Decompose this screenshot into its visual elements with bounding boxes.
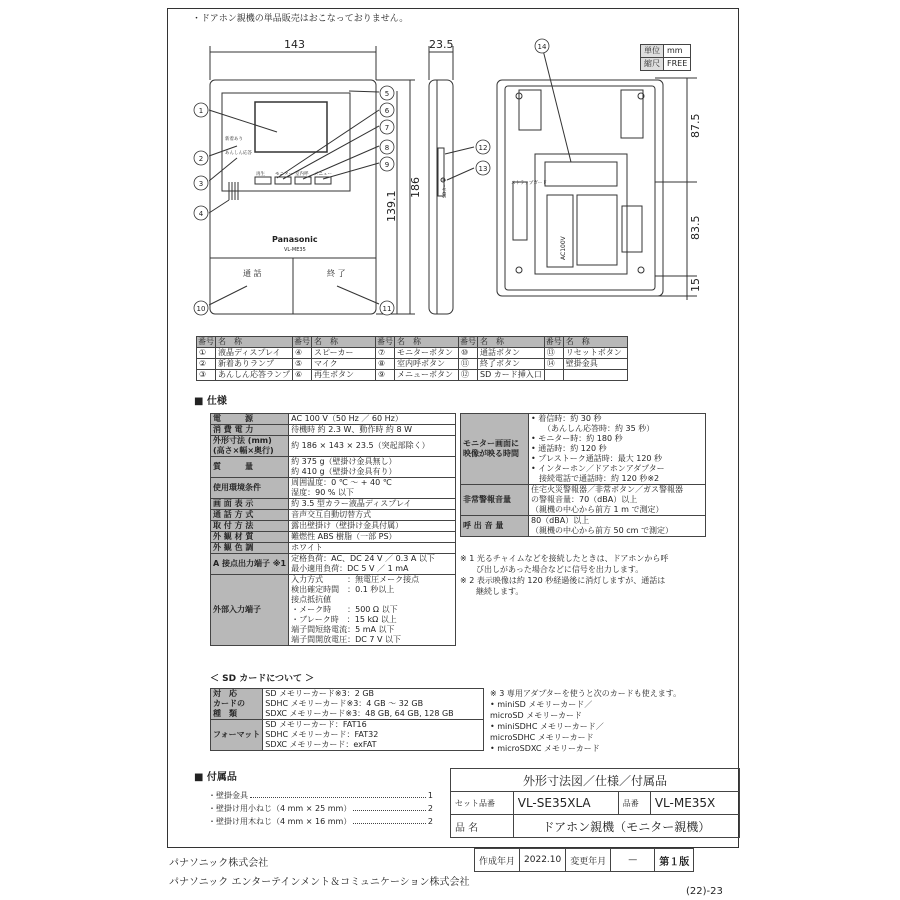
callout-8-num: 8 [384, 144, 390, 152]
spec-value: • 着信時：約 30 秒 （あんしん応答時：約 35 秒） • モニター時：約 180 秒 • 通話時：約 120 秒 • プレストーク通話時：最大 120 秒 • インターホン／ドアホンアダプター 接続電話で通話時：約 120 秒※2 [529, 414, 706, 485]
spec-row [211, 510, 456, 521]
dim-depth: 23.5 [429, 38, 454, 51]
part-no: ⑫ [459, 370, 478, 381]
accessory-qty: 1 [427, 791, 433, 800]
accessory-qty: 2 [427, 804, 433, 813]
header-no: 番号 [198, 337, 214, 346]
spec-key: 外 観 材 質 [211, 532, 289, 543]
dim-rear-bottom: 15 [689, 278, 702, 292]
company-name-sub: パナソニック エンターテインメント＆コミュニケーション株式会社 [169, 877, 470, 888]
sd-note-line: • miniSDHC メモリーカード／ [490, 722, 604, 731]
part-no: ⑭ [544, 359, 563, 370]
spec-note-line: ※ 1 光るチャイムなどを接続したときは、ドアホンから呼 [460, 554, 669, 563]
part-name: SD カード挿入口 [478, 370, 545, 381]
revision-block [474, 848, 694, 872]
created-label: 作成年月 [475, 849, 520, 872]
dim-height: 186 [409, 177, 422, 198]
end-button[interactable]: 終 了 [327, 269, 346, 278]
spec-row [211, 532, 456, 543]
part-no: ⑬ [544, 348, 563, 359]
part-no: ⑦ [376, 348, 395, 359]
spec-row [211, 414, 456, 425]
sd-notes [490, 688, 681, 754]
dim-width: 143 [284, 38, 305, 51]
spec-value: 80（dBA）以上 （親機の中心から前方 50 cm で測定） [529, 516, 706, 537]
part-no: ④ [293, 348, 312, 359]
spec-key: 通 話 方 式 [211, 510, 289, 521]
header-name: 名 称 [216, 337, 293, 348]
spec-value: SD メモリーカード：FAT16 SDHC メモリーカード：FAT32 SDXC メモリーカード：exFAT [263, 720, 484, 751]
header-no: 番号 [294, 337, 310, 346]
spec-key: 画 面 表 示 [211, 499, 289, 510]
part-name: 通話ボタン [478, 348, 545, 359]
leader-dots [353, 802, 426, 811]
accessory-name: ・壁掛金具 [208, 791, 248, 800]
spec-note-line: ※ 2 表示映像は約 120 秒経過後に消灯しますが、通話は [460, 576, 666, 585]
sd-note-line: ※ 3 専用アダプターを使うと次のカードも使えます。 [490, 689, 682, 698]
spec-row [211, 425, 456, 436]
talk-button[interactable]: 通 話 [243, 269, 262, 278]
spec-value: ホワイト [289, 543, 456, 554]
callout-13-num: 13 [478, 165, 488, 173]
accessory-item [208, 802, 433, 815]
spec-value: 入力方式 ：無電圧メーク接点 検出確定時間 ：0.1 秒以上 接点抵抗値 ・メーク時 ：500 Ω 以下 ・ブレーク時 ：15 kΩ 以上 端子間短絡電流：5 mA 以下 端子間開放電圧：DC 7 V 以下 [289, 575, 456, 646]
changed-label: 変更年月 [566, 849, 611, 872]
callout-3-num: 3 [198, 180, 204, 188]
changed-value: — [611, 849, 655, 872]
edition: 第１版 [655, 849, 694, 872]
spec-table-right [460, 413, 706, 537]
part-no: ⑪ [459, 359, 478, 370]
accessory-name: ・壁掛け用木ねじ（4 mm × 16 mm） [208, 817, 352, 826]
header-name: 名 称 [478, 337, 545, 348]
part-number-value: VL-ME35X [650, 792, 739, 815]
accessory-item [208, 815, 433, 828]
spec-value: 約 375 g（壁掛け金具無し） 約 410 g（壁掛け金具有り） [289, 457, 456, 478]
spec-value: 約 3.5 型カラー液晶ディスプレイ [289, 499, 456, 510]
spec-key: フォーマット [211, 720, 263, 751]
spec-value: AC 100 V（50 Hz ／ 60 Hz） [289, 414, 456, 425]
part-no: ⑩ [459, 348, 478, 359]
spec-row [211, 499, 456, 510]
set-number-value: VL-SE35XLA [513, 792, 618, 815]
header-name: 名 称 [395, 337, 459, 348]
intercom-button[interactable] [295, 177, 311, 184]
spec-value: 周囲温度：0 ℃ ～ + 40 ℃ 湿度：90 % 以下 [289, 478, 456, 499]
spec-key: 外 観 色 調 [211, 543, 289, 554]
part-name: 終了ボタン [478, 359, 545, 370]
sd-card-table [210, 688, 484, 751]
spec-note-line: 継続します。 [460, 587, 524, 596]
outline-drawing [167, 30, 739, 330]
part-no: ⑥ [293, 370, 312, 381]
accessories-list [208, 789, 433, 828]
spec-row [211, 521, 456, 532]
part-name: 新着ありランプ [216, 359, 293, 370]
spec-value: 待機時 約 2.3 W、動作時 約 8 W [289, 425, 456, 436]
sd-note-line: • miniSD メモリーカード／ [490, 700, 593, 709]
created-value: 2022.10 [520, 849, 566, 872]
spec-row [461, 485, 706, 516]
dim-rear-upper: 87.5 [689, 113, 702, 138]
spec-row [211, 554, 456, 575]
part-no: ① [197, 348, 216, 359]
header-no: 番号 [460, 337, 476, 346]
spec-key: 非常警報音量 [461, 485, 529, 516]
spec-key: モニター画面に 映像が映る時間 [461, 414, 529, 485]
part-name: リセットボタン [563, 348, 627, 359]
wall-bracket [535, 154, 627, 274]
scale-label: 縮尺 [641, 58, 664, 71]
part-name: 壁掛金具 [563, 359, 627, 370]
spec-value: 住宅火災警報器／非常ボタン／ガス警報器 の警報音量：70（dBA）以上 （親機の中心から前方 1 m で測定） [529, 485, 706, 516]
title-block [450, 768, 740, 838]
callout-11-num: 11 [382, 305, 392, 313]
spec-key: 外部入力端子 [211, 575, 289, 646]
part-name: 室内呼ボタン [395, 359, 459, 370]
answer-lamp-label: あんしん応答 [225, 151, 252, 156]
header-name: 名 称 [563, 337, 627, 348]
spec-value: 露出壁掛け（壁掛け金具付属） [289, 521, 456, 532]
playback-button[interactable] [255, 177, 271, 184]
spec-heading: ■ 仕様 [194, 396, 227, 407]
spec-value: 定格負荷：AC、DC 24 V ／ 0.3 A 以下 最小適用負荷：DC 5 V ／ 1 mA [289, 554, 456, 575]
header-no: 番号 [545, 337, 562, 346]
part-name: スピーカー [312, 348, 376, 359]
header-name: 名 称 [312, 337, 376, 348]
company-name: パナソニック株式会社 [169, 858, 269, 869]
sd-card-label: SDカード [443, 178, 448, 198]
callout-1-num: 1 [198, 107, 204, 115]
spec-value: 約 186 × 143 × 23.5（突起部除く） [289, 436, 456, 457]
model-label: VL-ME35 [284, 247, 306, 253]
spec-value: 音声交互自動切替方式 [289, 510, 456, 521]
callout-6-num: 6 [384, 107, 390, 115]
leader-dots [250, 789, 426, 798]
lcd-display [255, 102, 327, 152]
spec-row [211, 689, 484, 720]
spec-value: 難燃性 ABS 樹脂（一部 PS） [289, 532, 456, 543]
part-name: モニターボタン [395, 348, 459, 359]
ac-label: AC100V [560, 236, 567, 260]
page-code: (22)-23 [686, 886, 723, 897]
playback-label: 再生 [256, 172, 265, 177]
accessory-item [208, 789, 433, 802]
side-view-body [429, 80, 453, 314]
spec-row [461, 414, 706, 485]
unit-value: mm [664, 45, 691, 58]
parts-table [196, 336, 628, 381]
callout-7-num: 7 [384, 124, 390, 132]
part-name: 再生ボタン [312, 370, 376, 381]
spec-key: 外形寸法 (mm) (高さ×幅×奥行) [211, 436, 289, 457]
accessory-qty: 2 [427, 817, 433, 826]
spec-key: 対 応 カードの 種 類 [211, 689, 263, 720]
product-name-label: 品 名 [451, 815, 514, 838]
set-number-label: セット品番 [451, 792, 514, 815]
spec-row [211, 436, 456, 457]
callout-10-num: 10 [196, 305, 206, 313]
unit-label: 単位 [641, 45, 664, 58]
spec-row [211, 478, 456, 499]
spec-note-line: び出しがあった場合などに信号を出力します。 [460, 565, 644, 574]
product-name-value: ドアホン親機（モニター親機） [513, 815, 739, 838]
part-number-label: 品番 [618, 792, 650, 815]
top-note: ・ドアホン親機の単品販売はおこなっておりません。 [192, 14, 409, 24]
spec-key: 質 量 [211, 457, 289, 478]
accessory-name: ・壁掛け用小ねじ（4 mm × 25 mm） [208, 804, 352, 813]
part-name [563, 370, 627, 381]
parts-row [197, 348, 628, 359]
new-arrival-lamp-label: 新着あり [225, 137, 243, 142]
sd-note-line: • microSDXC メモリーカード [490, 744, 600, 753]
spec-row [211, 457, 456, 478]
callout-14-num: 14 [537, 43, 547, 51]
spec-row [211, 720, 484, 751]
spec-key: 使用環境条件 [211, 478, 289, 499]
part-no: ⑤ [293, 359, 312, 370]
spec-key: 呼 出 音 量 [461, 516, 529, 537]
parts-row [197, 359, 628, 370]
callout-4-num: 4 [198, 210, 204, 218]
header-no: 番号 [377, 337, 393, 346]
spec-key: 取 付 方 法 [211, 521, 289, 532]
part-no: ⑧ [376, 359, 395, 370]
spec-row [211, 575, 456, 646]
part-name: メニューボタン [395, 370, 459, 381]
spec-value: SD メモリーカード※3：2 GB SDHC メモリーカード※3：4 GB ～ 32 GB SDXC メモリーカード※3：48 GB, 64 GB, 128 GB [263, 689, 484, 720]
part-no: ⑨ [376, 370, 395, 381]
spec-table-left [210, 413, 456, 646]
sd-note-line: microSD メモリーカード [490, 711, 583, 720]
drawing-title: 外形寸法図／仕様／付属品 [451, 769, 740, 792]
leader-dots [353, 815, 426, 824]
spec-key: 消 費 電 力 [211, 425, 289, 436]
dim-rear-lower: 83.5 [689, 215, 702, 240]
brand-logo: Panasonic [272, 235, 318, 244]
intercom-label: 室内呼 [295, 172, 309, 177]
spec-row [211, 543, 456, 554]
sd-note-line: microSDHC メモリーカード [490, 733, 594, 742]
spec-key: 電 源 [211, 414, 289, 425]
rear-view-body [497, 80, 663, 296]
callout-5-num: 5 [384, 90, 390, 98]
spec-row [461, 516, 706, 537]
callout-2-num: 2 [198, 155, 204, 163]
scale-value: FREE [664, 58, 691, 71]
part-name: マイク [312, 359, 376, 370]
strap-guard-label: ストラップガード [511, 181, 547, 186]
dim-screen-height: 139.1 [385, 190, 398, 222]
part-name: あんしん応答ランプ [216, 370, 293, 381]
sd-heading: ＜ SD カードについて ＞ [210, 674, 315, 684]
parts-row [197, 370, 628, 381]
menu-label: メニュー [314, 172, 332, 177]
monitor-label: モニター [275, 172, 293, 177]
callout-9-num: 9 [384, 161, 390, 169]
callout-12-num: 12 [478, 144, 488, 152]
part-no [544, 370, 563, 381]
part-name: 液晶ディスプレイ [216, 348, 293, 359]
spec-notes [460, 553, 668, 597]
spec-key: A 接点出力端子 ※1 [211, 554, 289, 575]
part-no: ③ [197, 370, 216, 381]
menu-button[interactable] [315, 177, 331, 184]
part-no: ② [197, 359, 216, 370]
accessories-heading: ■ 付属品 [194, 772, 237, 783]
